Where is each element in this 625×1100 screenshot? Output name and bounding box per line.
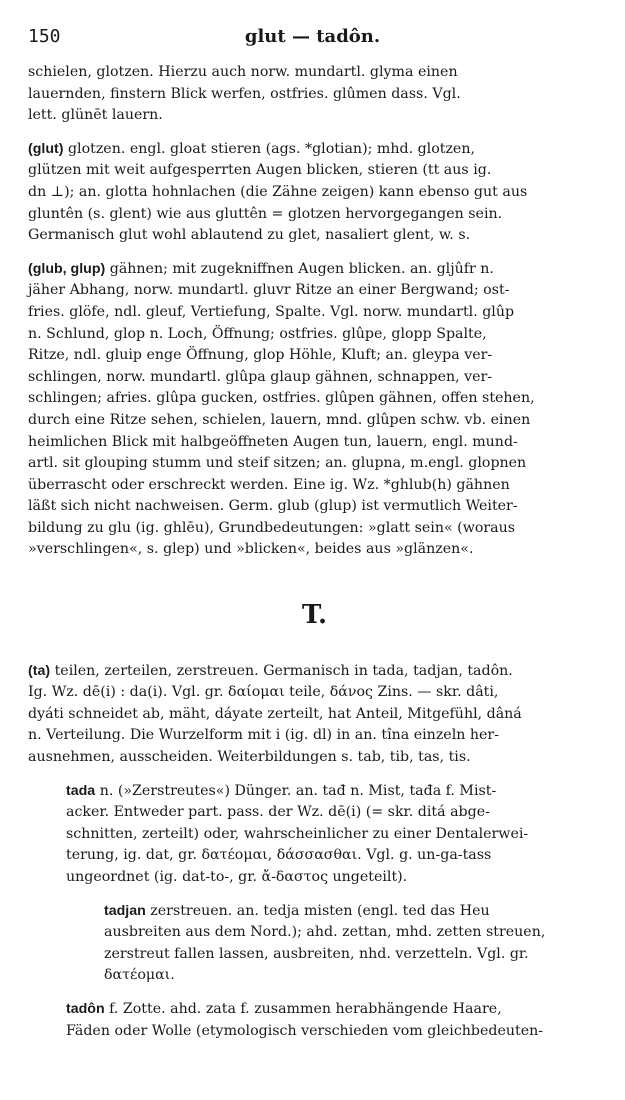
entry-line-text: n. Verteilung. Die Wurzelform mit i (ig. dl) in an. tîna einzeln her- <box>28 727 499 744</box>
entry-line-text: schlingen, norw. mundartl. glûpa glaup gähnen, schnappen, ver- <box>28 368 493 385</box>
entry-line <box>28 324 601 346</box>
entry-line-text: gähnen; mit zugekniffnen Augen blicken. an. gljûfr n. <box>109 260 494 277</box>
entry-line-text: dn ⊥); an. glotta hohnlachen (die Zähne zeigen) kann ebenso gut aus <box>28 183 528 200</box>
dictionary-entry <box>104 901 601 987</box>
entry-line-text: heimlichen Blick mit halbgeöffneten Augen tun, lauern, engl. mund- <box>28 433 518 450</box>
entry-line <box>28 518 601 540</box>
entry-line <box>66 867 601 889</box>
entry-line <box>66 824 601 846</box>
entry-line <box>104 922 601 944</box>
entry-line <box>28 704 601 726</box>
entry-line-text: teilen, zerteilen, zerstreuen. Germanisch in tada, tadjan, tadôn. <box>54 662 513 679</box>
entry-line-text: Germanisch glut wohl ablautend zu glet, nasaliert glent, w. s. <box>28 227 471 244</box>
entry-line <box>28 475 601 497</box>
entry-line <box>104 944 601 966</box>
entry-line-text: läßt sich nicht nachweisen. Germ. glub (glup) ist vermutlich Weiter- <box>28 498 518 515</box>
entry-line <box>28 661 601 683</box>
entry-headword: (ta) <box>28 662 51 679</box>
entry-line <box>28 345 601 367</box>
entry-line <box>28 410 601 432</box>
entry-line <box>28 682 601 704</box>
entry-line-text: durch eine Ritze sehen, schielen, lauern, mnd. glûpen schw. vb. einen <box>28 411 531 428</box>
entry-headword: tada <box>66 782 96 799</box>
dictionary-entry <box>66 999 601 1042</box>
entry-line-text: n. Schlund, glop n. Loch, Öffnung; ostfries. glûpe, glopp Spalte, <box>28 325 487 342</box>
entry-line <box>104 901 601 923</box>
entry-line <box>28 367 601 389</box>
entry-line <box>28 225 601 247</box>
entry-line-text: »verschlingen«, s. glep) und »blicken«, beides aus »glänzen«. <box>28 541 474 558</box>
entry-line-text: jäher Abhang, norw. mundartl. gluvr Ritze an einer Bergwand; ost- <box>28 282 510 299</box>
entry-headword: (glut) <box>28 140 64 157</box>
entry-headword: tadjan <box>104 902 146 919</box>
entry-line <box>28 432 601 454</box>
entry-line-text: acker. Entweder part. pass. der Wz. dē(i) (= skr. ditá abge- <box>66 804 490 821</box>
entry-line-text: gluntên (s. glent) wie aus gluttên = glotzen hervorgegangen sein. <box>28 205 503 222</box>
entry-line-text: ungeordnet (ig. dat-to-, gr. ἄ-δαστος ungeteilt). <box>66 869 408 885</box>
entry-line <box>28 182 601 204</box>
page-number: 150 <box>28 26 61 47</box>
dictionary-entry <box>66 781 601 889</box>
entry-line <box>28 496 601 518</box>
entry-line-text: lauernden, finstern Blick werfen, ostfries. glûmen dass. Vgl. <box>28 85 461 102</box>
entry-line <box>66 781 601 803</box>
entry-line-text: überrascht oder erschreckt werden. Eine ig. Wz. *ghlub(h) gähnen <box>28 476 510 493</box>
entry-line-text: dyáti schneidet ab, mäht, dáyate zerteilt, hat Anteil, Mitgefühl, dâná <box>28 705 522 722</box>
entry-line <box>28 139 601 161</box>
entry-line <box>28 204 601 226</box>
entry-line-text: terung, ig. dat, gr. δατέομαι, δάσσασθαι. Vgl. g. un-ga-tass <box>66 847 492 864</box>
entry-line <box>28 160 601 182</box>
entry-line <box>66 999 601 1021</box>
entry-line-text: schlingen; afries. glûpa gucken, ostfries. glûpen gähnen, offen stehen, <box>28 390 535 407</box>
entry-line-text: zerstreut fallen lassen, ausbreiten, nhd. verzetteln. Vgl. gr. <box>104 945 529 962</box>
entry-line-text: glotzen. engl. gloat stieren (ags. *glotian); mhd. glotzen, <box>67 140 475 157</box>
entry-line-text: fries. glöfe, ndl. gleuf, Vertiefung, Spalte. Vgl. norw. mundartl. glûp <box>28 303 515 320</box>
entry-line <box>28 105 601 127</box>
dictionary-entry <box>28 139 601 247</box>
entry-line <box>28 539 601 561</box>
entry-line <box>28 725 601 747</box>
entry-headword: tadôn <box>66 1000 105 1017</box>
entry-line <box>28 280 601 302</box>
dictionary-entry <box>28 259 601 561</box>
entry-line <box>66 1021 601 1043</box>
entry-line-text: zerstreuen. an. tedja misten (engl. ted das Heu <box>150 902 490 919</box>
entry-line-text: ausnehmen, ausscheiden. Weiterbildungen s. tab, tib, tas, tis. <box>28 749 471 766</box>
t-entries <box>28 661 601 1043</box>
entry-line-text: Fäden oder Wolle (etymologisch verschieden vom gleichbedeuten- <box>66 1022 544 1039</box>
entry-line-text: schielen, glotzen. Hierzu auch norw. mundartl. glyma einen <box>28 64 458 80</box>
entry-line <box>28 259 601 281</box>
entry-line <box>66 845 601 867</box>
entry-line-text: Ig. Wz. dē(i) : da(i). Vgl. gr. δαίομαι teile, δάνος Zins. — skr. dâti, <box>28 684 499 701</box>
entry-line <box>28 453 601 475</box>
entry-line <box>28 84 601 106</box>
dictionary-entry <box>28 62 601 127</box>
section-letter: T. <box>301 600 328 631</box>
entry-line <box>104 965 601 987</box>
entry-line-text: lett. glünēt lauern. <box>28 107 163 124</box>
entry-line <box>28 62 601 84</box>
g-entries <box>28 62 601 561</box>
entry-line-text: n. (»Zerstreutes«) Dünger. an. tađ n. Mist, tađa f. Mist- <box>99 782 497 799</box>
entry-headword: (glub, glup) <box>28 260 106 277</box>
dictionary-text <box>28 62 601 1054</box>
dictionary-entry <box>28 661 601 769</box>
entry-line <box>28 302 601 324</box>
entry-line-text: schnitten, zerteilt) oder, wahrscheinlicher zu einer Dentalerwei- <box>66 825 529 842</box>
entry-line <box>28 747 601 769</box>
entry-line-text: ausbreiten aus dem Nord.); ahd. zettan, mhd. zetten streuen, <box>104 924 546 941</box>
entry-line-text: δατέομαι. <box>104 967 175 984</box>
page-header <box>28 26 597 52</box>
running-head: glut — tadôn. <box>244 26 381 47</box>
entry-line-text: artl. sit glouping stumm und steif sitzen; an. glupna, m.engl. glopnen <box>28 455 527 472</box>
entry-line-text: bildung zu glu (ig. ghlēu), Grundbedeutungen: »glatt sein« (woraus <box>28 519 516 536</box>
entry-line <box>66 802 601 824</box>
entry-line <box>28 388 601 410</box>
entry-line-text: Ritze, ndl. gluip enge Öffnung, glop Höhle, Kluft; an. gleypa ver- <box>28 347 493 364</box>
entry-line-text: glützen mit weit aufgesperrten Augen blicken, stieren (tt aus ig. <box>28 162 492 179</box>
entry-line-text: f. Zotte. ahd. zata f. zusammen herabhängende Haare, <box>109 1000 502 1017</box>
